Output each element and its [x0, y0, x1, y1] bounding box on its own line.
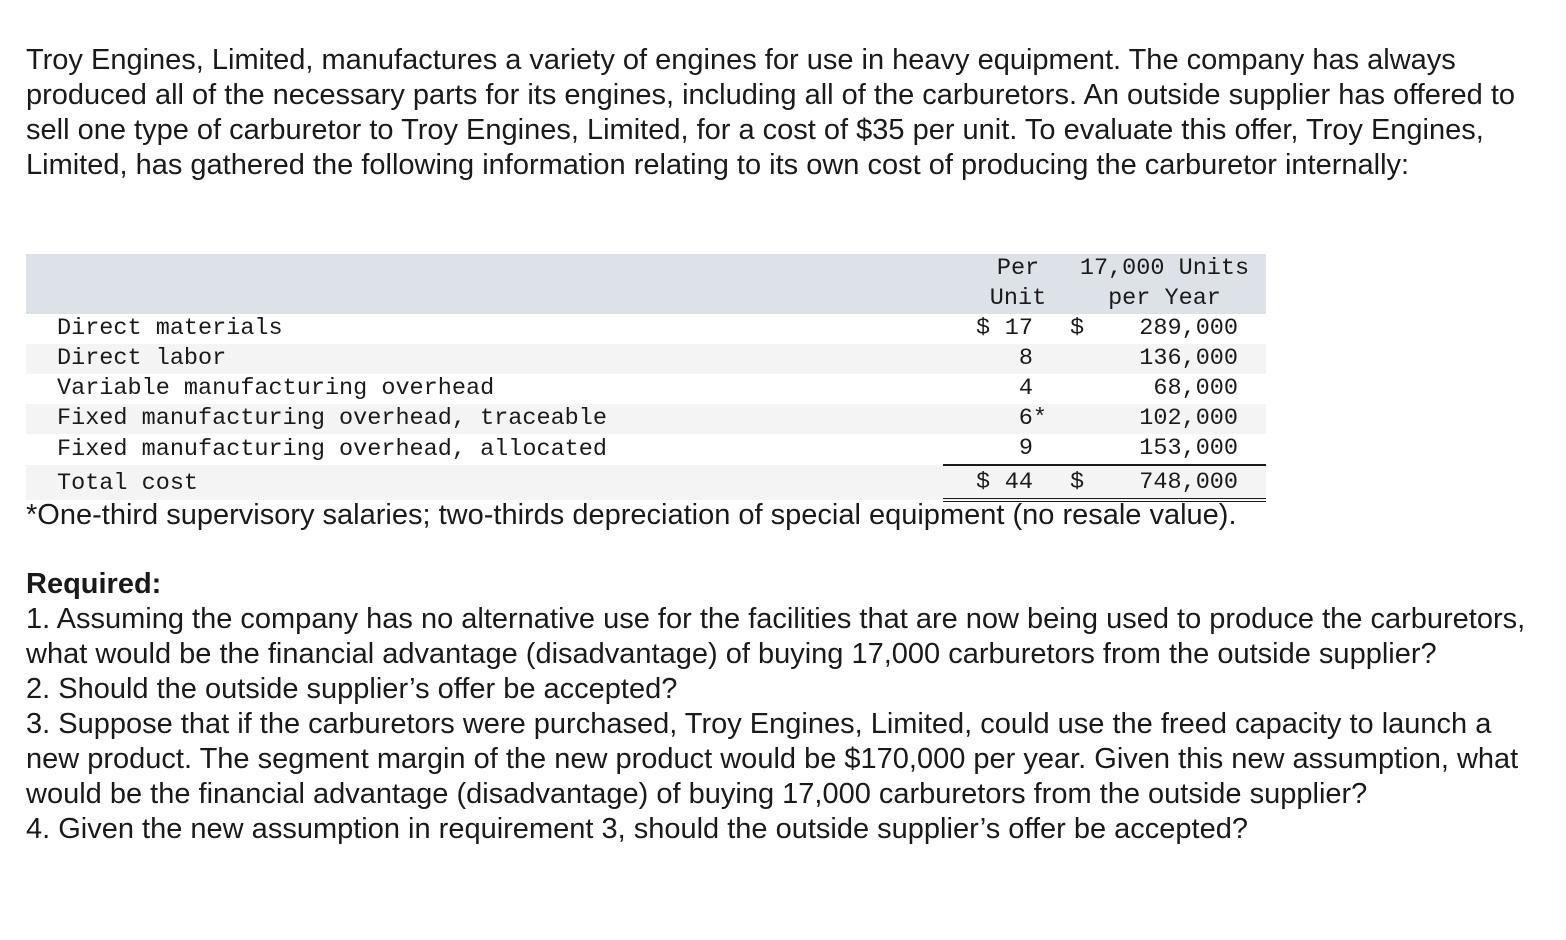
row-per-unit: 8 [1018, 345, 1033, 372]
row-per-year: 136,000 [1139, 345, 1238, 372]
table-row [26, 344, 1266, 374]
cost-table-header [26, 254, 1266, 314]
required-heading: Required: [26, 568, 162, 600]
currency-symbol: $ [1070, 469, 1085, 496]
row-label: Direct labor [57, 345, 227, 372]
requirement-item: 2. Should the outside supplier’s offer be accepted? [26, 673, 678, 705]
row-label: Variable manufacturing overhead [57, 375, 495, 402]
per-year-value: 289,000 [1139, 315, 1238, 342]
cost-table-body [26, 314, 1266, 500]
requirement-item: 3. Suppose that if the carburetors were purchased, Troy Engines, Limited, could use the freed capacity to launch a new product. The segment margin of the new product would be $170,000 per year. Given this new assumption, what would be the financial advantage (disadvantage) of buying 17,000 carburetors from the outside supplier? [26, 708, 1519, 810]
total-per-year [1063, 465, 1266, 500]
currency-symbol: $ [1070, 315, 1085, 342]
table-row [26, 314, 1266, 344]
total-label: Total cost [26, 465, 943, 500]
row-per-year: 68,000 [1153, 375, 1238, 402]
header-per-unit-line2: Unit [989, 285, 1047, 312]
row-per-unit: 6* [1018, 405, 1047, 432]
total-per-year-value: 748,000 [1139, 469, 1238, 496]
row-label: Direct materials [57, 315, 283, 342]
row-per-unit: 4 [1018, 375, 1033, 402]
row-per-year [1063, 314, 1266, 344]
required-section [26, 567, 1546, 847]
currency-symbol: $ [976, 469, 991, 496]
header-blank [26, 254, 943, 314]
row-per-year: 102,000 [1139, 405, 1238, 432]
row-per-year: 153,000 [1139, 435, 1238, 462]
header-per-year-line2: per Year [1108, 285, 1221, 312]
per-unit-value: 17 [1004, 315, 1033, 342]
cost-table [26, 254, 1266, 502]
header-per-year [1063, 254, 1266, 314]
requirements-list [26, 602, 1546, 847]
total-per-unit [943, 465, 1063, 500]
requirement-item: 1. Assuming the company has no alternative use for the facilities that are now being used to produce the carburetors, what would be the financial advantage (disadvantage) of buying 17,000 carburetors from the outside supplier? [26, 603, 1526, 670]
row-label: Fixed manufacturing overhead, traceable [57, 405, 607, 432]
row-per-unit: 9 [1018, 435, 1033, 462]
row-per-unit [943, 314, 1063, 344]
requirement-item: 4. Given the new assumption in requirement 3, should the outside supplier’s offer be accepted? [26, 813, 1248, 845]
footnote: *One-third supervisory salaries; two-thirds depreciation of special equipment (no resale value). [26, 499, 1237, 531]
header-per-unit-line1: Per [996, 255, 1040, 282]
problem-intro: Troy Engines, Limited, manufactures a variety of engines for use in heavy equipment. The company has always produced all of the necessary parts for its engines, including all of the carburetors. An outside supplier has offered to sell one type of carburetor to Troy Engines, Limited, for a cost of $35 per unit. To evaluate this offer, Troy Engines, Limited, has gathered the following information relating to its own cost of producing the carburetor internally: [26, 44, 1516, 181]
total-per-unit-value: 44 [1004, 469, 1033, 496]
table-row [26, 434, 1266, 465]
header-per-year-line1: 17,000 Units [1079, 255, 1250, 282]
table-row [26, 374, 1266, 404]
total-row [26, 465, 1266, 500]
cost-table-container [26, 254, 1266, 502]
header-per-unit [943, 254, 1063, 314]
currency-symbol: $ [976, 315, 991, 342]
row-label: Fixed manufacturing overhead, allocated [57, 435, 607, 463]
table-row [26, 404, 1266, 434]
